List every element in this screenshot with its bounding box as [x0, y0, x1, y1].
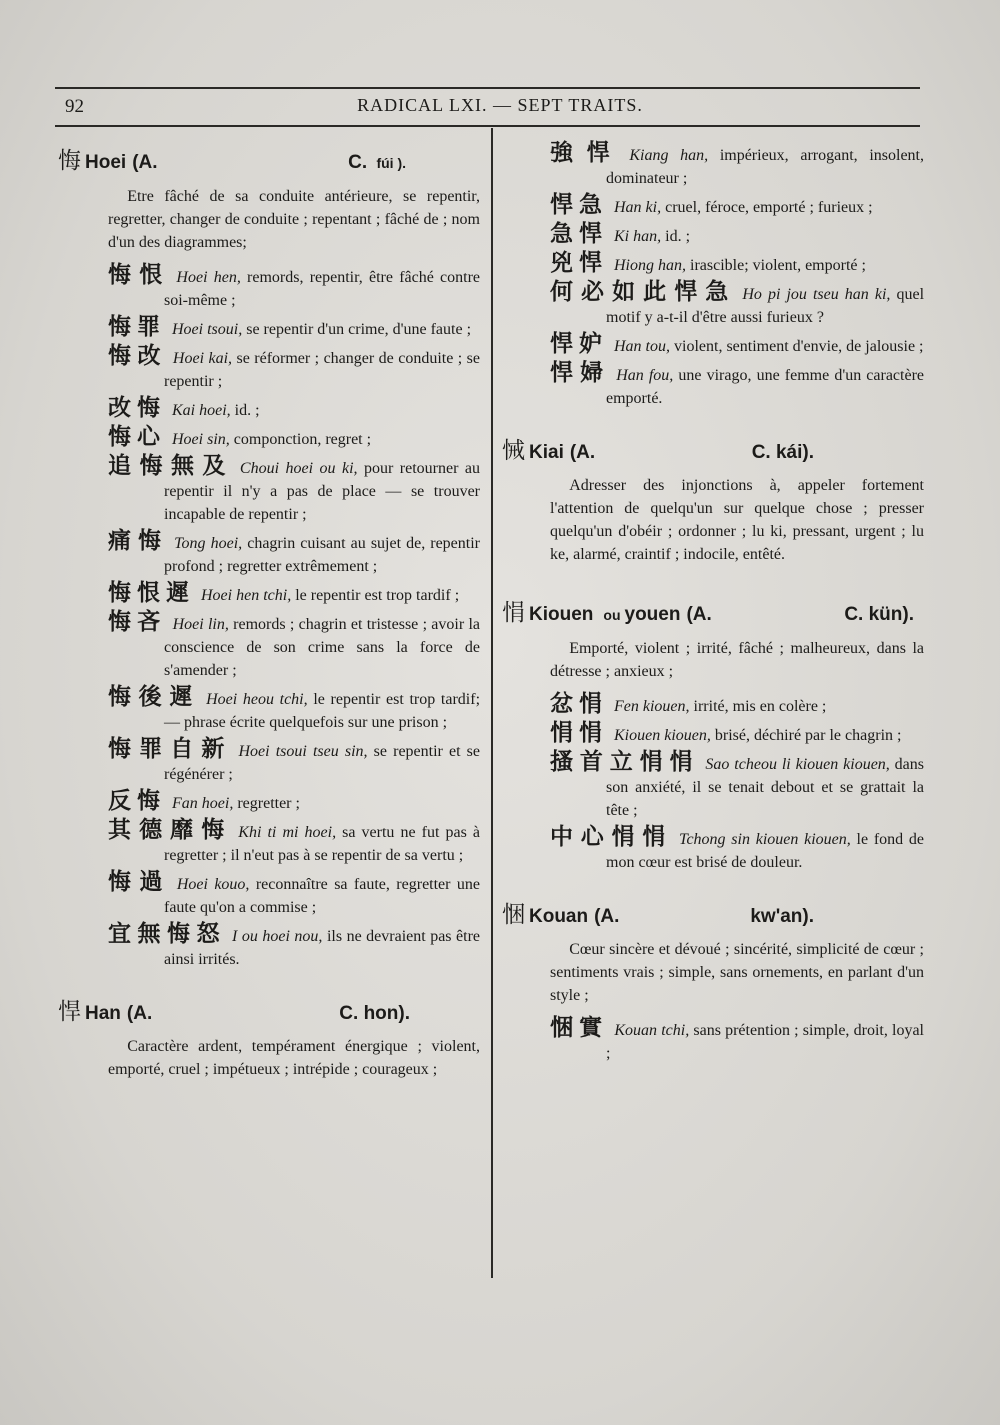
gloss: une virago, une femme d'un caractère emporté. [606, 367, 925, 407]
compound-entry [58, 582, 480, 607]
compound-line [108, 582, 480, 607]
romanization: Han fou, [616, 367, 674, 384]
head-character: 悈 [502, 438, 525, 464]
head-pron [348, 151, 410, 175]
right-column [502, 142, 924, 1069]
compound-entry [58, 455, 480, 526]
romanization: Hoei heou tchi, [206, 691, 308, 708]
compound-entry [58, 819, 480, 867]
gloss: quel motif y a-t-il d'être aussi furieux ? [606, 286, 925, 326]
head-name: Kouan [529, 906, 589, 927]
compound-entry [58, 530, 480, 578]
romanization: Hoei hen tchi, [201, 587, 292, 604]
entry-head-kouan [502, 904, 924, 928]
gloss: sa vertu ne fut pas à regretter ; il n'eut pas à se repentir de sa vertu ; [164, 824, 481, 864]
head-ou: ou [603, 607, 621, 623]
compound-entry [502, 362, 924, 410]
running-title: RADICAL LXI. — SEPT TRAITS. [357, 95, 643, 115]
romanization: Hoei kai, [172, 350, 233, 367]
compound-line [108, 264, 480, 312]
compound-line [550, 252, 924, 277]
compound-characters: 悍婦 [550, 360, 611, 386]
definition: Emporté, violent ; irrité, fâché ; malheureux, dans la détresse ; anxieux ; [550, 640, 924, 680]
romanization: Han ki, [614, 199, 662, 216]
head-character: 悍 [58, 999, 81, 1025]
compound-entry [502, 722, 924, 747]
compound-characters: 急悍 [550, 221, 608, 247]
compound-entry [58, 397, 480, 422]
gloss: le fond de mon cœur est brisé de douleur. [606, 831, 925, 871]
romanization: Hoei tsoui tseu sin, [238, 743, 368, 760]
gloss: se réformer ; changer de conduite ; se repentir ; [164, 350, 481, 390]
romanization: Hoei kouo, [176, 876, 250, 893]
romanization: Kai hoei, [172, 402, 231, 419]
compound-line [108, 397, 480, 422]
compound-line [108, 738, 480, 786]
entry-list-kiouen [502, 693, 924, 874]
compound-line [108, 819, 480, 867]
head-a: (A. [126, 1003, 153, 1024]
gloss: id. ; [230, 402, 260, 419]
compound-characters: 兇悍 [550, 250, 608, 276]
compound-characters: 悔後遲 [108, 684, 201, 710]
compound-entry [502, 333, 924, 358]
romanization: Tchong sin kiouen kiouen, [679, 831, 851, 848]
romanization: Hiong han, [614, 257, 686, 274]
gloss: ils ne devraient pas être ainsi irrités. [164, 928, 481, 968]
romanization: Tong hoei, [174, 535, 243, 552]
compound-entry [58, 738, 480, 786]
compound-characters: 悁悁 [550, 720, 608, 746]
gloss: se repentir d'un crime, d'une faute ; [242, 321, 472, 338]
gloss: le repentir est trop tardif ; [291, 587, 460, 604]
compound-characters: 悃實 [550, 1015, 609, 1041]
compound-entry [58, 611, 480, 682]
compound-entry [502, 693, 924, 718]
head-pron [750, 905, 814, 928]
compound-characters: 悔恨 [108, 262, 171, 288]
entry-list-kouan [502, 1017, 924, 1065]
compound-entry [58, 426, 480, 451]
compound-entry [502, 826, 924, 874]
compound-characters: 搔首立悁悁 [550, 749, 700, 775]
compound-line [108, 345, 480, 393]
romanization: Fen kiouen, [614, 698, 690, 715]
entry-head-hoei [58, 150, 480, 175]
compound-line [550, 142, 924, 190]
head-name: Kiouen [529, 604, 594, 625]
compound-line [550, 281, 924, 329]
compound-entry [58, 316, 480, 341]
compound-line [108, 530, 480, 578]
head-alt: youen [624, 604, 681, 625]
page-number: 92 [65, 96, 84, 117]
romanization: Sao tcheou li kiouen kiouen, [705, 756, 890, 773]
definition: Adresser des injonctions à, appeler fortement l'attention de quelqu'un sur quelque chose ; presser quelqu'un d'obéir ; ordonner ; lu ki, pressant, urgent ; lu ke, alarmé, craintif ; indocile, entêté. [550, 477, 924, 563]
compound-line [108, 316, 480, 341]
gloss: remords ; chagrin et tristesse ; avoir la conscience de son crime sans la force de s'amender ; [164, 616, 481, 679]
definition: Etre fâché de sa conduite antérieure, se repentir, regretter, changer de conduite ; repentant ; fâché de ; nom d'un des diagrammes; [108, 188, 480, 251]
head-a: (A. [686, 604, 712, 625]
compound-characters: 反悔 [108, 788, 166, 814]
compound-line [550, 751, 924, 822]
compound-line [108, 455, 480, 526]
compound-entry [502, 194, 924, 219]
head-c: C. [751, 442, 771, 463]
compound-characters: 悔吝 [108, 609, 167, 635]
compound-characters: 悔心 [108, 424, 166, 450]
romanization: Kiouen kiouen, [614, 727, 711, 744]
compound-characters: 其德靡悔 [108, 817, 233, 843]
compound-entry [58, 790, 480, 815]
compound-entry [58, 686, 480, 734]
gloss: regretter ; [233, 795, 300, 812]
compound-characters: 忿悁 [550, 691, 608, 717]
definition: Cœur sincère et dévoué ; sincérité, simplicité de cœur ; sentiments vrais ; simple, sans ornements, en parlant d'un style ; [550, 941, 924, 1004]
gloss: componction, regret ; [229, 431, 372, 448]
gloss: id. ; [661, 228, 691, 245]
romanization: I ou hoei nou, [232, 928, 323, 945]
compound-line [550, 722, 924, 747]
compound-characters: 悔過 [108, 869, 171, 895]
romanization: Hoei tsoui, [172, 321, 243, 338]
compound-characters: 強悍 [550, 140, 624, 166]
compound-entry [502, 223, 924, 248]
left-column [58, 142, 480, 1091]
head-pron [844, 603, 914, 626]
compound-line [108, 426, 480, 451]
head-c-value: kw'an). [750, 906, 814, 927]
compound-line [108, 923, 480, 971]
compound-entry [58, 923, 480, 971]
compound-characters: 痛悔 [108, 528, 169, 554]
romanization: Khi ti mi hoei, [238, 824, 337, 841]
gloss: irrité, mis en colère ; [689, 698, 827, 715]
romanization: Han tou, [614, 338, 670, 355]
head-c: C. [348, 152, 368, 173]
compound-characters: 何必如此悍急 [550, 279, 737, 305]
romanization: Hoei lin, [172, 616, 229, 633]
compound-entry [502, 142, 924, 190]
compound-line [550, 1017, 924, 1065]
head-a: (A. [569, 442, 596, 463]
compound-line [550, 826, 924, 874]
romanization: Hoei hen, [176, 269, 241, 286]
compound-line [550, 223, 924, 248]
compound-line [550, 194, 924, 219]
compound-line [108, 871, 480, 919]
compound-entry [58, 264, 480, 312]
head-c: C. [844, 604, 864, 625]
entry-head-kiai [502, 440, 924, 464]
head-a: (A. [594, 906, 620, 927]
compound-entry [58, 871, 480, 919]
romanization: Kouan tchi, [614, 1022, 690, 1039]
compound-line [108, 611, 480, 682]
gloss: pour retourner au repentir il n'y a pas de place — se trouver incapable de repentir ; [164, 460, 481, 523]
compound-characters: 悔罪 [108, 314, 166, 340]
compound-characters: 宜無悔怒 [108, 921, 227, 947]
compound-characters: 中心悁悁 [550, 824, 674, 850]
gloss: sans prétention ; simple, droit, loyal ; [606, 1022, 924, 1062]
compound-entry [502, 1017, 924, 1065]
gloss: chagrin cuisant au sujet de, repentir profond ; regretter extrêmement ; [164, 535, 481, 575]
head-name: Kiai [529, 442, 564, 463]
head-pron [752, 441, 814, 464]
compound-entry [502, 751, 924, 822]
column-divider [491, 128, 493, 1278]
header-rule-bottom [55, 125, 920, 127]
compound-line [550, 333, 924, 358]
head-c: C. [339, 1003, 359, 1024]
compound-characters: 悍妒 [550, 331, 608, 357]
gloss: le repentir est trop tardif; — phrase écrite quelquefois sur une prison ; [164, 691, 481, 731]
gloss: reconnaître sa faute, regretter une faute qu'on a commise ; [164, 876, 480, 916]
head-c-value: kái). [775, 442, 814, 463]
head-pron [339, 1002, 410, 1025]
romanization: Fan hoei, [172, 795, 234, 812]
head-character: 悔 [58, 148, 81, 174]
gloss: dans son anxiété, il se tenait debout et se grattait la tête ; [606, 756, 925, 819]
romanization: Ki han, [614, 228, 662, 245]
entry-list-hoei [58, 264, 480, 971]
compound-characters: 改悔 [108, 395, 166, 421]
compound-line [108, 790, 480, 815]
compound-characters: 悔恨遲 [108, 580, 195, 606]
compound-characters: 悔罪自新 [108, 736, 233, 762]
head-name: Hoei [85, 152, 127, 173]
entry-list-han [502, 142, 924, 410]
entry-head-han [58, 1001, 480, 1025]
header-rule-top [55, 87, 920, 89]
entry-head-kiouen [502, 602, 924, 627]
compound-line [550, 362, 924, 410]
gloss: cruel, féroce, emporté ; furieux ; [661, 199, 873, 216]
head-character: 悁 [502, 600, 525, 626]
compound-entry [502, 252, 924, 277]
head-c-value: kün). [868, 604, 914, 625]
gloss: irascible; violent, emporté ; [686, 257, 866, 274]
head-c-value: fúi ). [376, 155, 406, 171]
head-name: Han [85, 1003, 121, 1024]
compound-entry [58, 345, 480, 393]
compound-characters: 悍急 [550, 192, 608, 218]
compound-characters: 悔改 [108, 343, 167, 369]
head-a: (A. [132, 152, 158, 173]
romanization: Choui hoei ou ki, [239, 460, 358, 477]
gloss: brisé, déchiré par le chagrin ; [710, 727, 902, 744]
romanization: Kiang han, [629, 147, 709, 164]
definition: Caractère ardent, tempérament énergique ; violent, emporté, cruel ; impétueux ; intrépide ; courageux ; [108, 1038, 480, 1078]
compound-characters: 追悔無及 [108, 453, 234, 479]
romanization: Ho pi jou tseu han ki, [742, 286, 891, 303]
romanization: Hoei sin, [172, 431, 230, 448]
compound-entry [502, 281, 924, 329]
gloss: se repentir et se régénérer ; [164, 743, 480, 783]
gloss: impérieux, arrogant, insolent, dominateur ; [606, 147, 924, 187]
gloss: remords, repentir, être fâché contre soi-même ; [164, 269, 481, 309]
gloss: violent, sentiment d'envie, de jalousie ; [670, 338, 924, 355]
compound-line [550, 693, 924, 718]
compound-line [108, 686, 480, 734]
head-character: 悃 [502, 902, 525, 928]
head-c-value: hon). [363, 1003, 410, 1024]
